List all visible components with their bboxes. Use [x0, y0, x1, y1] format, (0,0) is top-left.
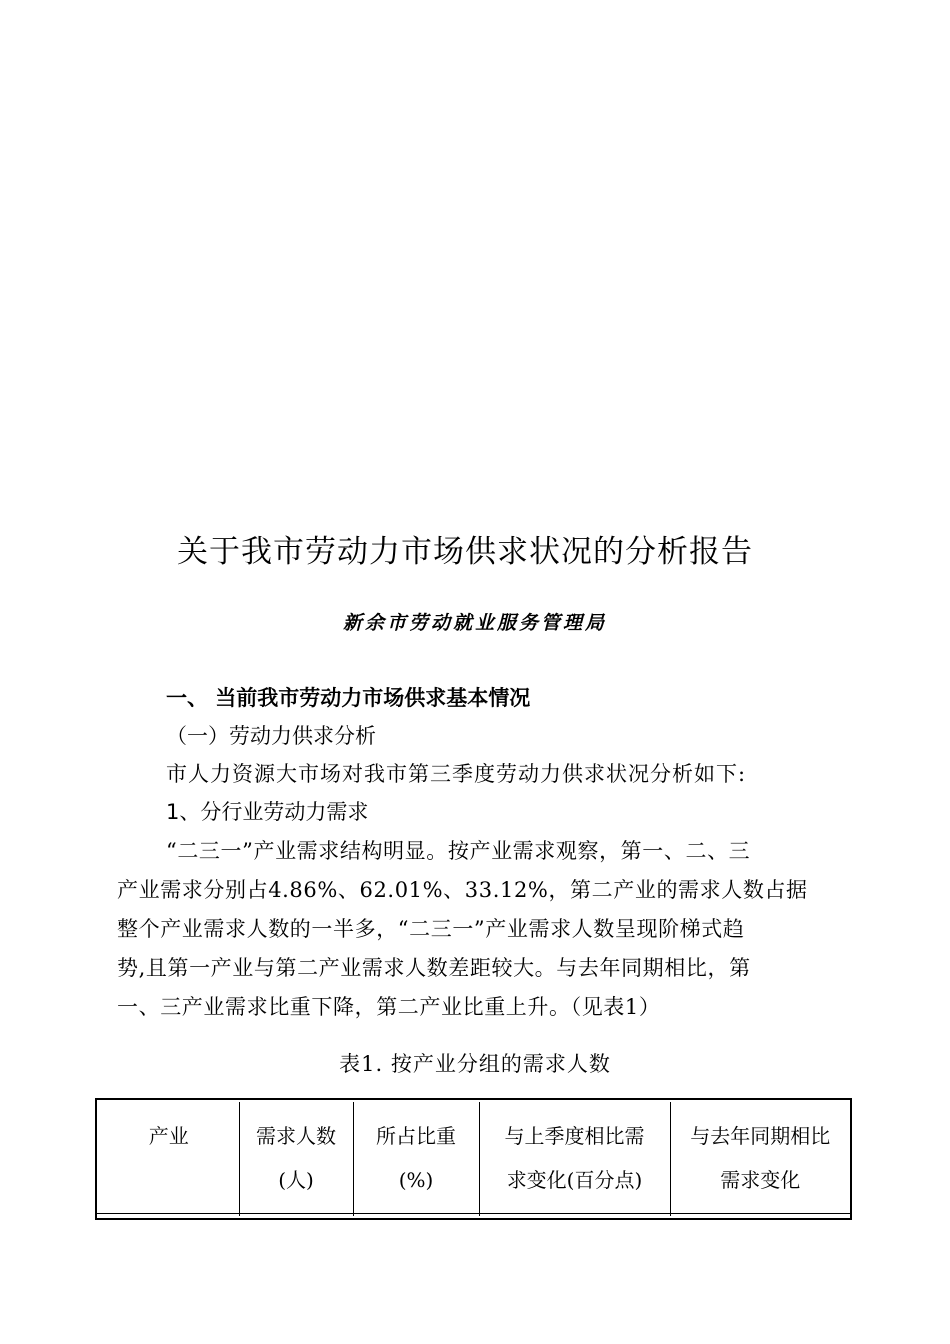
- intro-sentence: 市人力资源大市场对我市第三季度劳动力供求状况分析如下:: [166, 762, 747, 786]
- paragraph-line: 产业需求分别占4.86%、62.01%、33.12%，第二产业的需求人数占据: [117, 878, 808, 902]
- subsection-heading-1: （一）劳动力供求分析: [166, 724, 376, 748]
- document-title: 关于我市劳动力市场供求状况的分析报告: [177, 534, 753, 570]
- item-heading-1: 1、分行业劳动力需求: [166, 800, 369, 824]
- table-header-row: [99, 1102, 850, 1216]
- header-yoy-change: 与去年同期相比 需求变化: [670, 1102, 850, 1216]
- author-organization: 新余市劳动就业服务管理局: [342, 612, 607, 634]
- header-share: 所占比重 (%): [353, 1102, 479, 1216]
- header-demand-count: 需求人数 (人): [239, 1102, 353, 1216]
- paragraph-line: 整个产业需求人数的一半多，“二三一”产业需求人数呈现阶梯式趋: [117, 917, 745, 941]
- table-caption: 表1. 按产业分组的需求人数: [339, 1052, 611, 1076]
- table-header-divider: [97, 1213, 850, 1214]
- header-qoq-change: 与上季度相比需 求变化(百分点): [479, 1102, 670, 1216]
- header-industry: 产业: [99, 1102, 239, 1216]
- body-paragraph: [117, 832, 829, 1027]
- paragraph-line: “二三一”产业需求结构明显。按产业需求观察，第一、二、三: [166, 839, 751, 863]
- section-heading-1: 一、 当前我市劳动力市场供求基本情况: [166, 686, 531, 710]
- demand-table-grid: [99, 1102, 850, 1216]
- paragraph-line: 一、三产业需求比重下降，第二产业比重上升。（见表1）: [117, 995, 661, 1019]
- demand-table: [95, 1098, 852, 1220]
- paragraph-line: 势,且第一产业与第二产业需求人数差距较大。与去年同期相比，第: [117, 956, 751, 980]
